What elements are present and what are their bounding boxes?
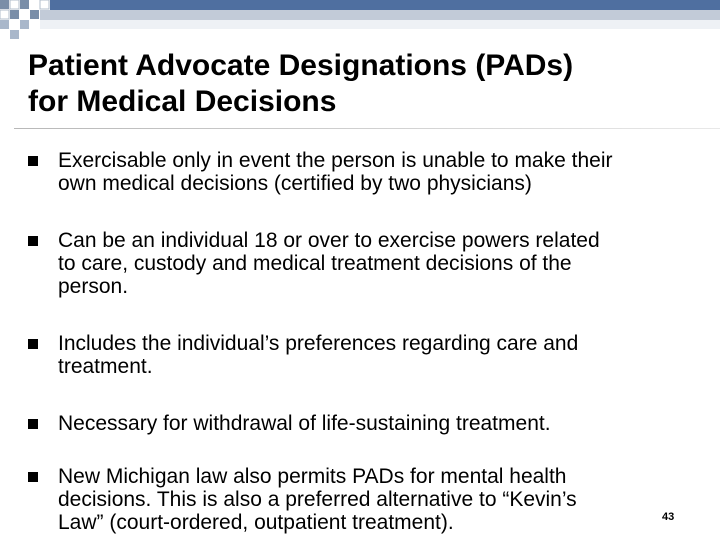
bullet-text [58, 229, 694, 298]
bullet-text [58, 149, 694, 195]
title-line: for Medical Decisions [28, 85, 337, 118]
bullet-text [58, 332, 694, 378]
bullet-line: Necessary for withdrawal of life-sustaining treatment. [58, 412, 551, 435]
bullet-line: decisions. This is also a preferred alternative to “Kevin’s [58, 488, 577, 511]
bullet-line: person. [58, 275, 129, 298]
bullet-line: Includes the individual’s preferences regarding care and [58, 332, 579, 355]
square-bullet-icon [28, 472, 38, 482]
square-bullet-icon [28, 339, 38, 349]
bullet-line: Exercisable only in event the person is unable to make their [58, 149, 613, 172]
bullet-text [58, 412, 694, 435]
title-divider [14, 128, 720, 129]
square-bullet-icon [28, 419, 38, 429]
bullet-text [58, 465, 694, 534]
bullet-line: own medical decisions (certified by two physicians) [58, 172, 532, 195]
bullet-line: Law” (court-ordered, outpatient treatment). [58, 511, 454, 534]
title-line: Patient Advocate Designations (PADs) [28, 49, 574, 82]
slide-title [28, 48, 708, 120]
square-bullet-icon [28, 236, 38, 246]
bullet-line: to care, custody and medical treatment decisions of the [58, 252, 572, 275]
slide-number: 43 [662, 511, 675, 523]
header-checker-decoration [0, 0, 720, 40]
bullet-line: New Michigan law also permits PADs for mental health [58, 465, 567, 488]
square-bullet-icon [28, 156, 38, 166]
bullet-line: treatment. [58, 355, 153, 378]
bullet-line: Can be an individual 18 or over to exercise powers related [58, 229, 600, 252]
